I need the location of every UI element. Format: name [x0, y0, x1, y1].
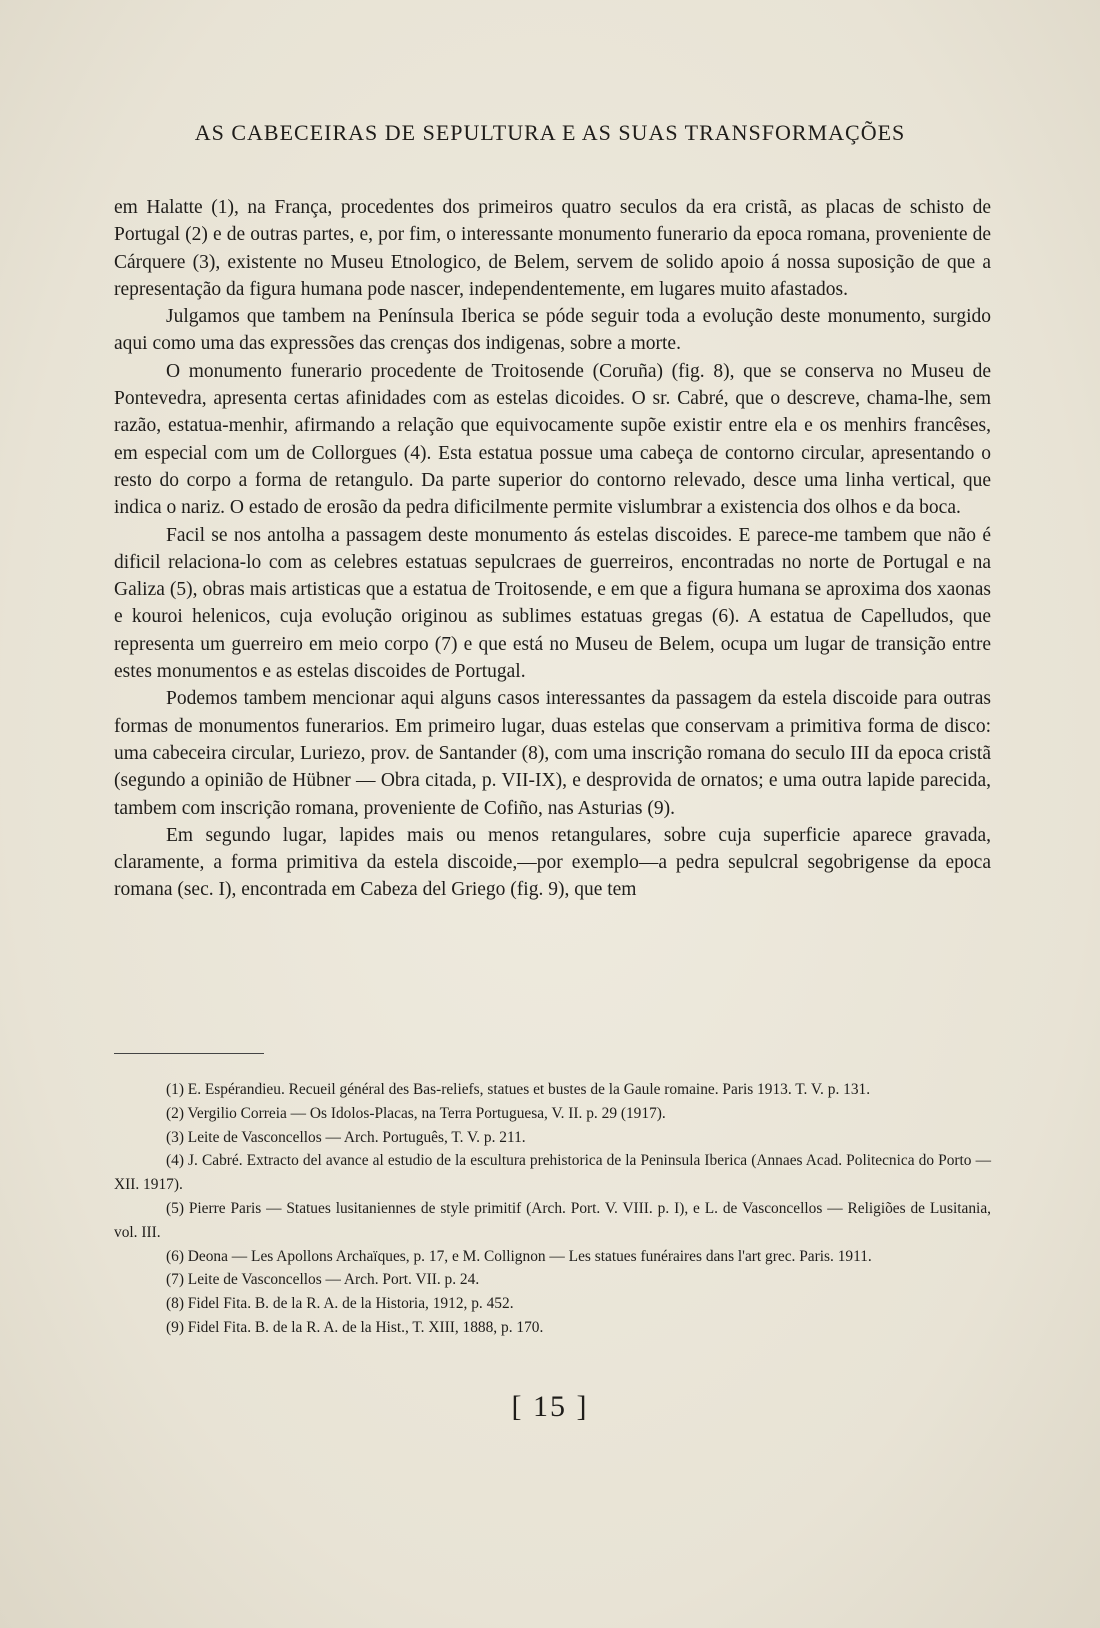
- footnote: (2) Vergilio Correia — Os Idolos-Placas, na Terra Portuguesa, V. II. p. 29 (1917).: [166, 1104, 666, 1122]
- body-text: [114, 194, 991, 904]
- running-header: AS CABECEIRAS DE SEPULTURA E AS SUAS TRANSFORMAÇÕES: [194, 120, 906, 145]
- footnote: (5) Pierre Paris — Statues lusitaniennes de style primitif (Arch. Port. V. VIII. p. I), e L. de Vasconcellos — Religiões de Lusitania, vol. III.: [114, 1199, 991, 1241]
- footnote: (4) J. Cabré. Extracto del avance al estudio de la escultura prehistorica de la Peninsula Iberica (Annaes Acad. Politecnica do Porto — XII. 1917).: [114, 1152, 991, 1194]
- footnotes: [114, 1078, 991, 1340]
- paragraph: Facil se nos antolha a passagem deste monumento ás estelas discoides. E parece-me tambem que não é dificil relaciona-lo com as celebres estatuas sepulcraes de guerreiros, encontradas no norte de Portugal e na Galiza (5), obras mais artisticas que a estatua de Troitosende, e em que a figura humana se aproxima dos xaonas e kouroi helenicos, cuja evolução originou as sublimes estatuas gregas (6). A estatua de Capelludos, que representa um guerreiro em meio corpo (7) e que está no Museu de Belem, ocupa um lugar de transição entre estes monumentos e as estelas discoides de Portugal.: [114, 524, 991, 683]
- footnote: (1) E. Espérandieu. Recueil général des Bas-reliefs, statues et bustes de la Gaule romaine. Paris 1913. T. V. p. 131.: [166, 1081, 871, 1098]
- page-number: [ 15 ]: [511, 1390, 589, 1423]
- paragraph: em Halatte (1), na França, procedentes dos primeiros quatro seculos da era cristã, as placas de schisto de Portugal (2) e de outras partes, e, por fim, o interessante monumento funerario da epoca romana, proveniente de Cárquere (3), existente no Museu Etnologico, de Belem, servem de solido apoio á nossa suposição de que a representação da figura humana pode nascer, independentemente, em lugares muito afastados.: [114, 197, 991, 300]
- footnote-rule: [114, 1053, 264, 1054]
- footnote: (3) Leite de Vasconcellos — Arch. Português, T. V. p. 211.: [166, 1128, 526, 1146]
- footnote: (8) Fidel Fita. B. de la R. A. de la Historia, 1912, p. 452.: [166, 1295, 514, 1313]
- paragraph: Em segundo lugar, lapides mais ou menos retangulares, sobre cuja superficie aparece gravada, claramente, a forma primitiva da estela discoide,—por exemplo—a pedra sepulcral segobrigense da epoca romana (sec. I), encontrada em Cabeza del Griego (fig. 9), que tem: [114, 824, 991, 901]
- paragraph: Podemos tambem mencionar aqui alguns casos interessantes da passagem da estela discoide para outras formas de monumentos funerarios. Em primeiro lugar, duas estelas que conservam a primitiva forma de disco: uma cabeceira circular, Luriezo, prov. de Santander (8), com uma inscrição romana do seculo III da epoca cristã (segundo a opinião de Hübner — Obra citada, p. VII-IX), e desprovida de ornatos; e uma outra lapide parecida, tambem com inscrição romana, proveniente de Cofiño, nas Asturias (9).: [114, 688, 991, 819]
- footnote: (6) Deona — Les Apollons Archaïques, p. 17, e M. Collignon — Les statues funéraires dans l'art grec. Paris. 1911.: [166, 1247, 872, 1265]
- footnote: (9) Fidel Fita. B. de la R. A. de la Hist., T. XIII, 1888, p. 170.: [166, 1318, 544, 1336]
- paragraph: Julgamos que tambem na Península Iberica se póde seguir toda a evolução deste monumento, surgido aqui como uma das expressões das crenças dos indigenas, sobre a morte.: [114, 306, 991, 355]
- paragraph: O monumento funerario procedente de Troitosende (Coruña) (fig. 8), que se conserva no Museu de Pontevedra, apresenta certas afinidades com as estelas dicoides. O sr. Cabré, que o descreve, chama-lhe, sem razão, estatua-menhir, afirmando a relação que equivocamente supõe existir entre ela e os menhirs francêses, em especial com um de Collorgues (4). Esta estatua possue uma cabeça de contorno circular, apresentando o resto do corpo a forma de retangulo. Da parte superior do contorno relevado, desce uma linha vertical, que indica o nariz. O estado de erosão da pedra dificilmente permite vislumbrar a existencia dos olhos e da boca.: [114, 360, 991, 519]
- footnote: (7) Leite de Vasconcellos — Arch. Port. VII. p. 24.: [166, 1271, 480, 1289]
